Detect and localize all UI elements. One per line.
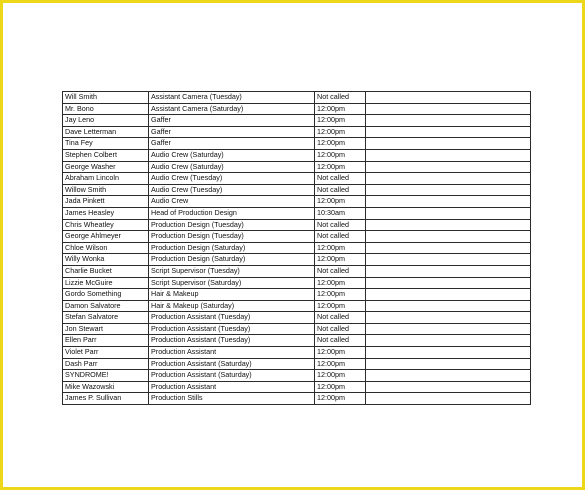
call-time-cell: 12:00pm [315,242,366,254]
table-row [63,358,531,370]
call-time-cell: 12:00pm [315,103,366,115]
call-time-cell: Not called [315,323,366,335]
crew-name-cell: Dave Letterman [63,126,149,138]
blank-cell [366,370,531,382]
blank-cell [366,103,531,115]
blank-cell [366,173,531,185]
department-cell: Gaffer [149,115,315,127]
call-time-cell: 12:00pm [315,381,366,393]
blank-cell [366,207,531,219]
department-cell: Head of Production Design [149,207,315,219]
call-time-cell: 12:00pm [315,300,366,312]
department-cell: Production Design (Tuesday) [149,231,315,243]
table-row [63,173,531,185]
table-row [63,92,531,104]
table-row [63,347,531,359]
crew-name-cell: Mr. Bono [63,103,149,115]
department-cell: Production Assistant (Saturday) [149,370,315,382]
department-cell: Gaffer [149,138,315,150]
department-cell: Production Assistant (Tuesday) [149,335,315,347]
department-cell: Audio Crew (Saturday) [149,149,315,161]
table-row [63,370,531,382]
crew-name-cell: Stefan Salvatore [63,312,149,324]
table-row [63,277,531,289]
blank-cell [366,138,531,150]
call-time-cell: 12:00pm [315,196,366,208]
blank-cell [366,219,531,231]
department-cell: Production Assistant [149,347,315,359]
table-row [63,381,531,393]
table-row [63,242,531,254]
table-row [63,393,531,405]
table-row [63,254,531,266]
table-row [63,219,531,231]
department-cell: Production Design (Saturday) [149,242,315,254]
table-row [63,312,531,324]
call-time-cell: 12:00pm [315,254,366,266]
blank-cell [366,289,531,301]
blank-cell [366,126,531,138]
blank-cell [366,265,531,277]
crew-name-cell: Lizzie McGuire [63,277,149,289]
blank-cell [366,323,531,335]
call-time-cell: 12:00pm [315,289,366,301]
department-cell: Production Assistant (Saturday) [149,358,315,370]
blank-cell [366,358,531,370]
department-cell: Hair & Makeup (Saturday) [149,300,315,312]
department-cell: Production Design (Tuesday) [149,219,315,231]
department-cell: Assistant Camera (Tuesday) [149,92,315,104]
call-time-cell: Not called [315,184,366,196]
table-row [63,335,531,347]
call-time-cell: 12:00pm [315,358,366,370]
call-time-cell: 12:00pm [315,277,366,289]
call-time-cell: 12:00pm [315,126,366,138]
crew-name-cell: Stephen Colbert [63,149,149,161]
crew-name-cell: Charlie Bucket [63,265,149,277]
table-row [63,115,531,127]
call-time-cell: Not called [315,312,366,324]
crew-name-cell: Mike Wazowski [63,381,149,393]
blank-cell [366,196,531,208]
crew-name-cell: George Ahlmeyer [63,231,149,243]
department-cell: Audio Crew [149,196,315,208]
crew-name-cell: Jon Stewart [63,323,149,335]
table-row [63,161,531,173]
crew-name-cell: Violet Parr [63,347,149,359]
call-sheet [62,91,531,405]
department-cell: Hair & Makeup [149,289,315,301]
call-time-cell: Not called [315,92,366,104]
blank-cell [366,335,531,347]
blank-cell [366,231,531,243]
table-row [63,184,531,196]
department-cell: Production Assistant (Tuesday) [149,312,315,324]
call-time-cell: 10:30am [315,207,366,219]
crew-name-cell: George Washer [63,161,149,173]
call-time-cell: Not called [315,231,366,243]
crew-call-table-body [63,92,531,405]
table-row [63,126,531,138]
table-row [63,196,531,208]
crew-name-cell: Jay Leno [63,115,149,127]
crew-name-cell: Willy Wonka [63,254,149,266]
crew-name-cell: Willow Smith [63,184,149,196]
crew-name-cell: Will Smith [63,92,149,104]
table-row [63,323,531,335]
call-time-cell: 12:00pm [315,347,366,359]
crew-name-cell: Chris Wheatley [63,219,149,231]
blank-cell [366,115,531,127]
table-row [63,289,531,301]
crew-name-cell: Dash Parr [63,358,149,370]
crew-name-cell: Abraham Lincoln [63,173,149,185]
crew-name-cell: Jada Pinkett [63,196,149,208]
department-cell: Audio Crew (Tuesday) [149,173,315,185]
blank-cell [366,149,531,161]
call-time-cell: Not called [315,265,366,277]
call-time-cell: 12:00pm [315,138,366,150]
department-cell: Script Supervisor (Tuesday) [149,265,315,277]
blank-cell [366,161,531,173]
call-time-cell: 12:00pm [315,161,366,173]
call-time-cell: 12:00pm [315,393,366,405]
department-cell: Audio Crew (Saturday) [149,161,315,173]
department-cell: Production Assistant [149,381,315,393]
blank-cell [366,277,531,289]
table-row [63,300,531,312]
blank-cell [366,347,531,359]
crew-name-cell: Gordo Something [63,289,149,301]
department-cell: Production Design (Saturday) [149,254,315,266]
blank-cell [366,381,531,393]
table-row [63,138,531,150]
call-time-cell: Not called [315,173,366,185]
department-cell: Production Stills [149,393,315,405]
crew-name-cell: Chloe Wilson [63,242,149,254]
blank-cell [366,254,531,266]
blank-cell [366,312,531,324]
crew-name-cell: Tina Fey [63,138,149,150]
table-row [63,207,531,219]
crew-name-cell: James Heasley [63,207,149,219]
department-cell: Script Supervisor (Saturday) [149,277,315,289]
call-time-cell: 12:00pm [315,370,366,382]
crew-call-table [62,91,531,405]
crew-name-cell: Ellen Parr [63,335,149,347]
blank-cell [366,184,531,196]
table-row [63,103,531,115]
table-row [63,149,531,161]
blank-cell [366,393,531,405]
call-time-cell: Not called [315,219,366,231]
department-cell: Assistant Camera (Saturday) [149,103,315,115]
blank-cell [366,242,531,254]
crew-name-cell: SYNDROME! [63,370,149,382]
blank-cell [366,300,531,312]
call-time-cell: 12:00pm [315,149,366,161]
crew-name-cell: Damon Salvatore [63,300,149,312]
call-time-cell: Not called [315,335,366,347]
crew-name-cell: James P. Sullivan [63,393,149,405]
call-time-cell: 12:00pm [315,115,366,127]
department-cell: Production Assistant (Tuesday) [149,323,315,335]
table-row [63,265,531,277]
blank-cell [366,92,531,104]
department-cell: Gaffer [149,126,315,138]
table-row [63,231,531,243]
department-cell: Audio Crew (Tuesday) [149,184,315,196]
